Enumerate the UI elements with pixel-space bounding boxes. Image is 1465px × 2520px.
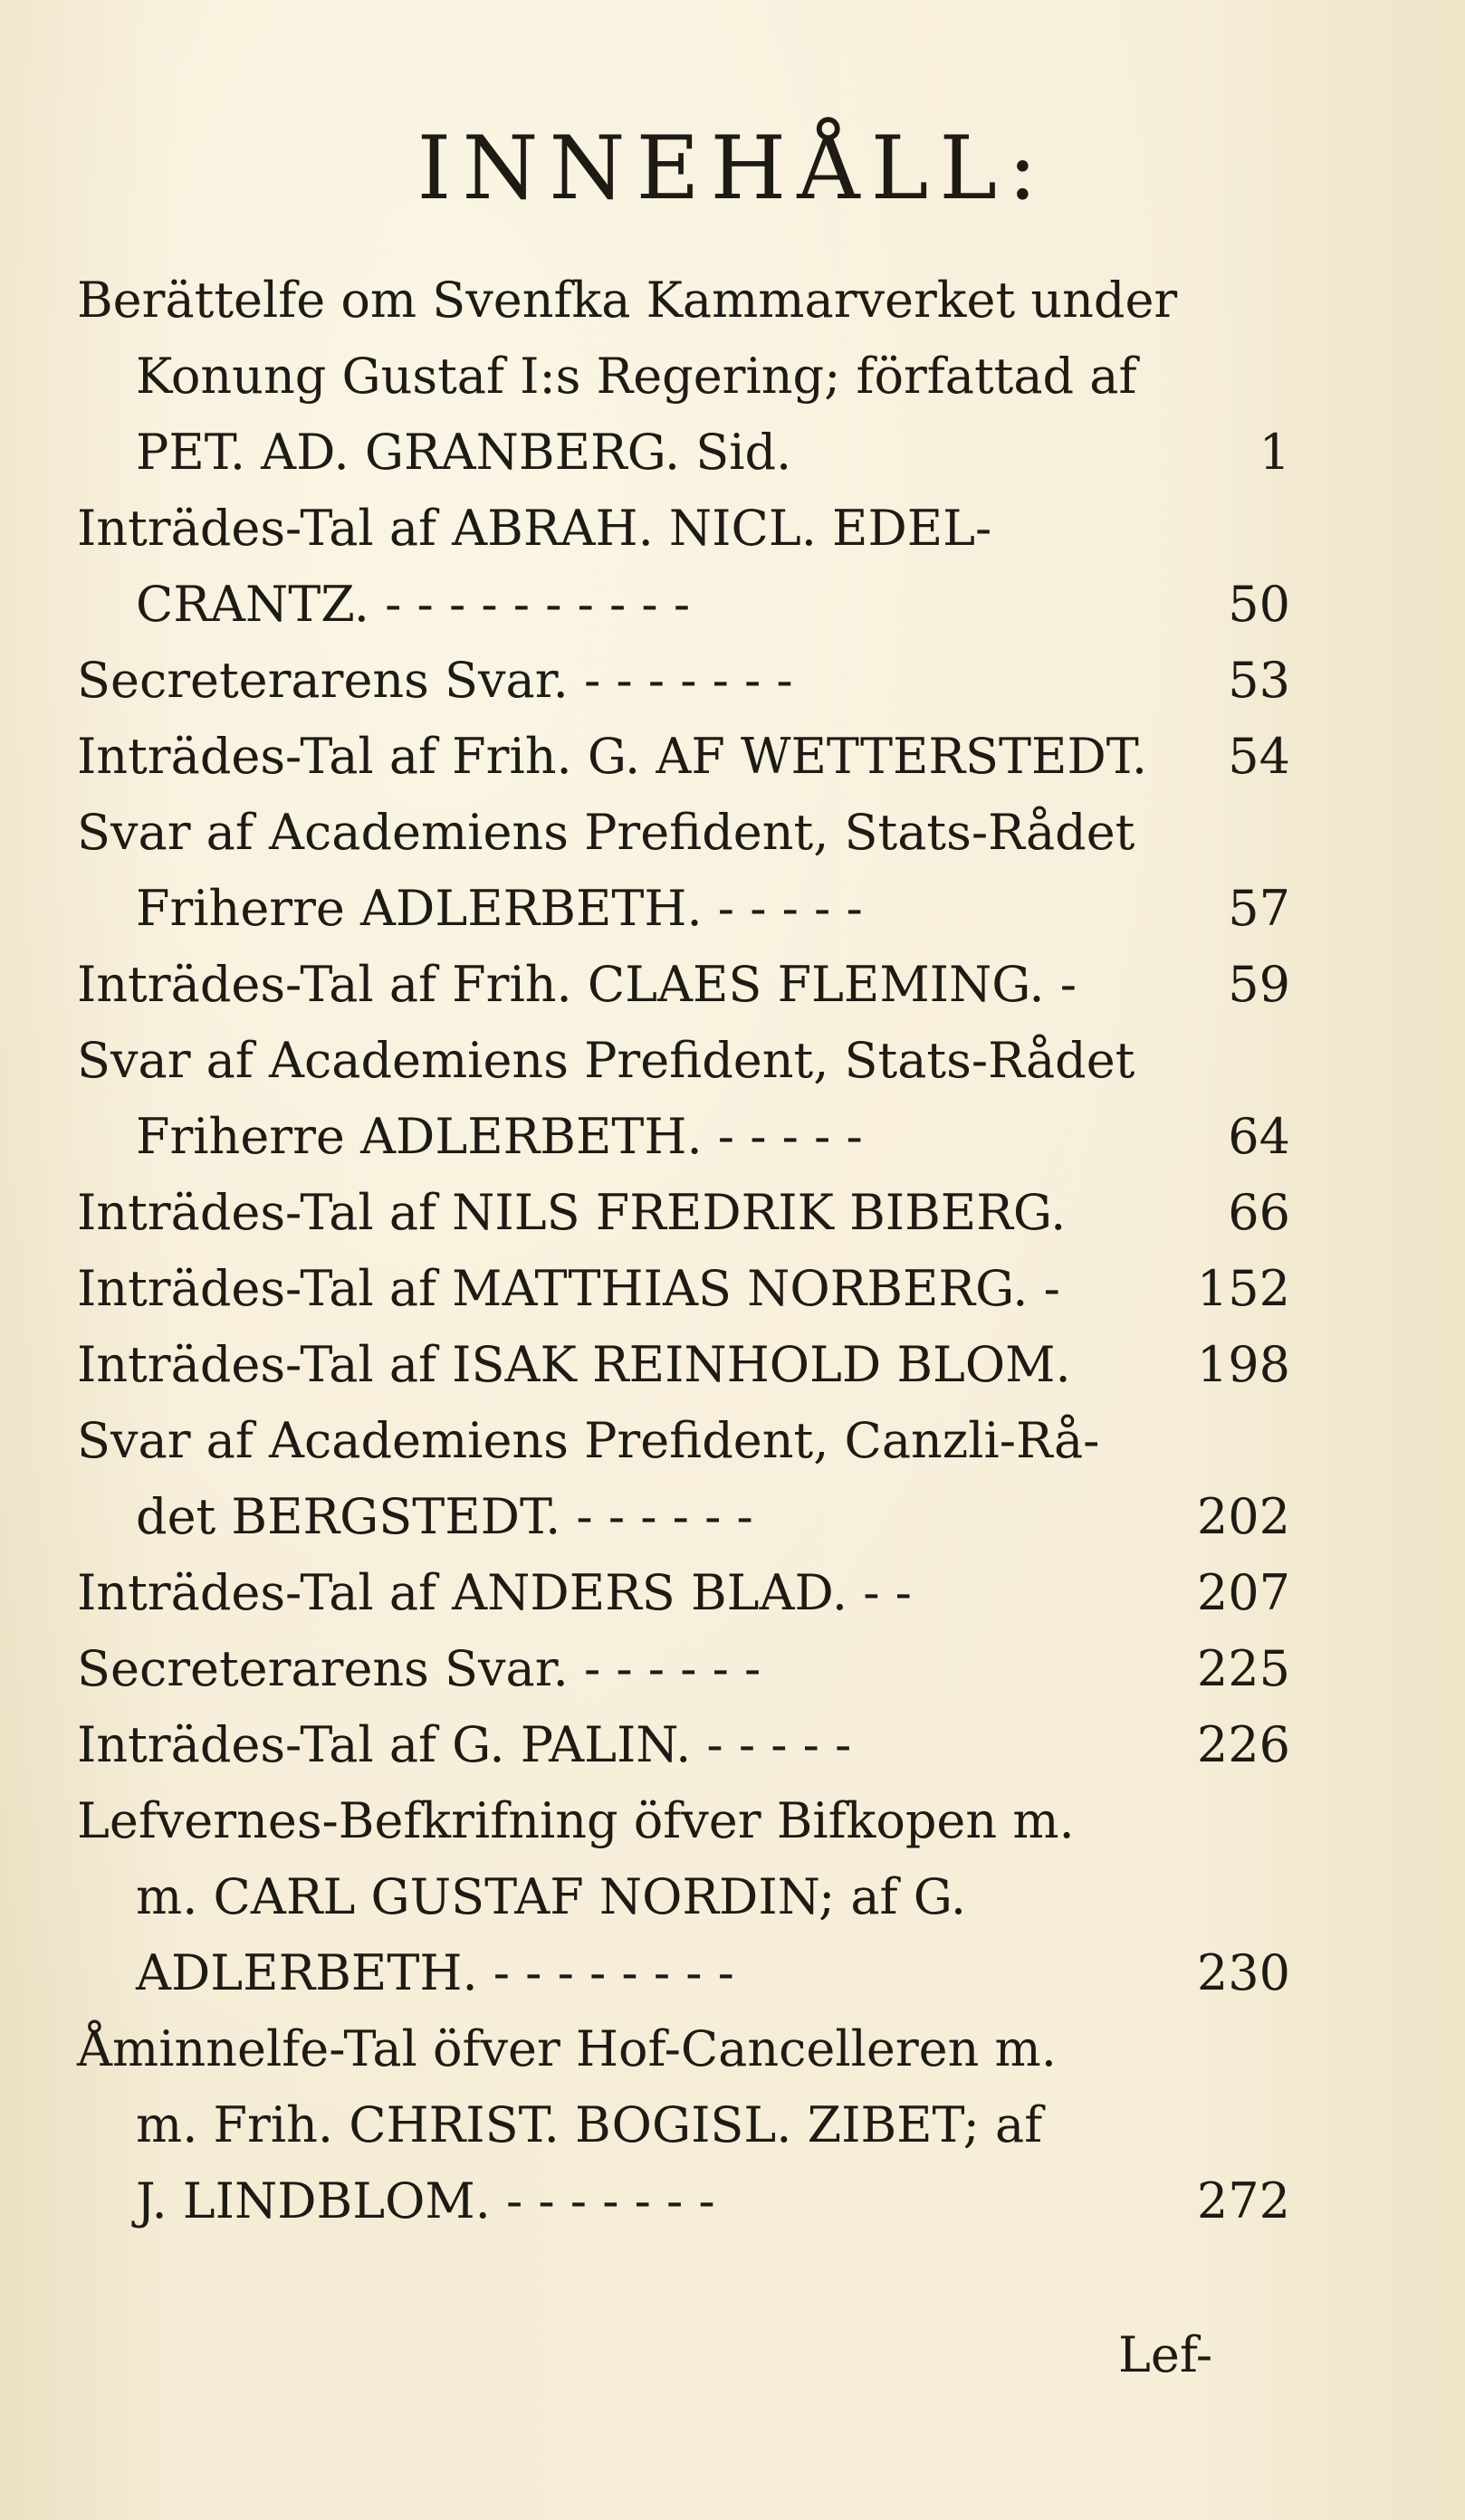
toc-entry (77, 1403, 1290, 1555)
entry-line: det BERGSTEDT. - - - - - - (136, 1488, 753, 1545)
page-number: 50 (1228, 576, 1290, 633)
toc-entry (77, 643, 1290, 719)
page-number: 64 (1228, 1108, 1290, 1165)
entry-text (77, 719, 1191, 795)
entry-line: ADLERBETH. - - - - - - - - (136, 1944, 734, 2001)
entry-text (77, 491, 1191, 643)
entry-line: Secreterarens Svar. - - - - - - (77, 1640, 761, 1697)
entry-line: Åminnelfe-Tal öfver Hof-Cancelleren m. (77, 2020, 1057, 2077)
entry-line: Svar af Academiens Prefident, Canzli-Rå- (77, 1412, 1100, 1469)
toc-entry (77, 262, 1290, 491)
entry-line: Inträdes-Tal af G. PALIN. - - - - - (77, 1716, 852, 1773)
page-number: 59 (1228, 956, 1290, 1013)
toc-entry (77, 1555, 1290, 1631)
entry-text (77, 2011, 1191, 2239)
page-number: 57 (1228, 880, 1290, 937)
toc-entry (77, 1631, 1290, 1707)
entry-line: Inträdes-Tal af ISAK REINHOLD BLOM. (77, 1336, 1071, 1393)
entry-line: Berättelfe om Svenfka Kammarverket under (77, 272, 1178, 329)
toc-entry (77, 2011, 1290, 2239)
entry-line: Friherre ADLERBETH. - - - - - (136, 880, 863, 937)
entry-text (77, 1631, 1191, 1707)
table-of-contents (77, 262, 1290, 2239)
toc-entry (77, 1783, 1290, 2011)
entry-line: Svar af Academiens Prefident, Stats-Rådet (77, 804, 1135, 861)
entry-line: J. LINDBLOM. - - - - - - - (136, 2172, 715, 2229)
entry-line: CRANTZ. - - - - - - - - - - (136, 576, 691, 633)
page-number: 272 (1196, 2172, 1290, 2229)
toc-entry (77, 1023, 1290, 1175)
page-number: 66 (1228, 1184, 1290, 1241)
entry-text (77, 262, 1191, 491)
entry-text (77, 643, 1191, 719)
toc-entry (77, 795, 1290, 947)
toc-entry (77, 491, 1290, 643)
page-number: 198 (1196, 1336, 1290, 1393)
toc-entry (77, 1251, 1290, 1327)
toc-entry (77, 719, 1290, 795)
entry-line: Inträdes-Tal af NILS FREDRIK BIBERG. (77, 1184, 1067, 1241)
page-number: 54 (1228, 728, 1290, 785)
entry-text (77, 795, 1191, 947)
entry-line: m. Frih. CHRIST. BOGISL. ZIBET; af (136, 2096, 1043, 2153)
entry-text (77, 1707, 1191, 1783)
entry-text (77, 1023, 1191, 1175)
toc-entry (77, 1707, 1290, 1783)
entry-text (77, 1175, 1191, 1251)
page-number: 202 (1196, 1488, 1290, 1545)
toc-entry (77, 1327, 1290, 1403)
page-number: 207 (1196, 1564, 1290, 1621)
page-number: 1 (1259, 424, 1290, 481)
entry-line: Inträdes-Tal af Frih. G. AF WETTERSTEDT. (77, 728, 1148, 785)
entry-text (77, 1783, 1191, 2011)
page-number: 226 (1196, 1716, 1290, 1773)
entry-line: Inträdes-Tal af ANDERS BLAD. - - (77, 1564, 912, 1621)
entry-line: Konung Gustaf I:s Regering; författad af (136, 348, 1137, 405)
page-number: 152 (1196, 1260, 1290, 1317)
entry-line: Secreterarens Svar. - - - - - - - (77, 652, 793, 709)
entry-text (77, 1251, 1191, 1327)
entry-line: PET. AD. GRANBERG. Sid. (136, 424, 792, 481)
catchword: Lef- (1118, 2326, 1213, 2383)
entry-line: Svar af Academiens Prefident, Stats-Rådet (77, 1032, 1135, 1089)
entry-line: Inträdes-Tal af ABRAH. NICL. EDEL- (77, 500, 992, 557)
page-number: 53 (1228, 652, 1290, 709)
page-number: 230 (1196, 1944, 1290, 2001)
entry-text (77, 947, 1191, 1023)
entry-line: m. CARL GUSTAF NORDIN; af G. (136, 1868, 967, 1925)
toc-entry (77, 1175, 1290, 1251)
entry-line: Lefvernes-Befkrifning öfver Bifkopen m. (77, 1792, 1075, 1849)
entry-text (77, 1555, 1191, 1631)
toc-entry (77, 947, 1290, 1023)
entry-line: Inträdes-Tal af MATTHIAS NORBERG. - (77, 1260, 1060, 1317)
entry-line: Friherre ADLERBETH. - - - - - (136, 1108, 863, 1165)
page-number: 225 (1196, 1640, 1290, 1697)
entry-text (77, 1327, 1191, 1403)
entry-line: Inträdes-Tal af Frih. CLAES FLEMING. - (77, 956, 1077, 1013)
page-title: INNEHÅLL: (417, 118, 1048, 219)
entry-text (77, 1403, 1191, 1555)
